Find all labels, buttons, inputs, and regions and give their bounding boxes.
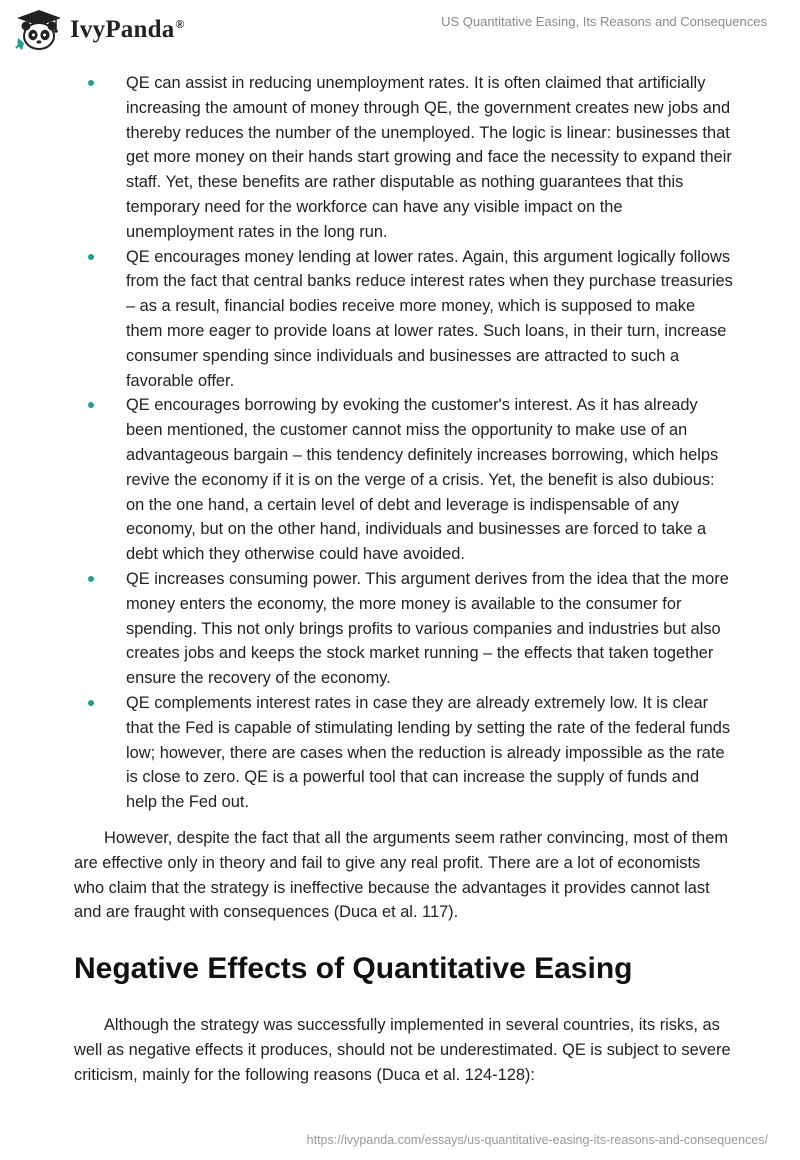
essay-content [74, 71, 734, 1087]
body-paragraph: Although the strategy was successfully implemented in several countries, its risks, as well as negative effects it produces, should not be underestimated. QE is subject to severe criticism, mainly for the following reasons (Duca et al. 124-128): [74, 1016, 731, 1084]
list-item [74, 245, 734, 394]
panda-logo-icon [14, 8, 64, 52]
bullet-icon [88, 80, 94, 86]
list-item [74, 71, 734, 245]
list-item-text: QE encourages money lending at lower rates. Again, this argument logically follows from the fact that central banks reduce interest rates when they purchase treasuries – as a result, financial bodies receive more money, which is supposed to make them more eager to provide loans at lower rates. Such loans, in their turn, increase consumer spending since individuals and businesses are attracted to such a favorable offer. [126, 247, 733, 390]
argument-list [74, 71, 734, 815]
bullet-icon [88, 254, 94, 260]
section-heading: Negative Effects of Quantitative Easing [74, 952, 633, 986]
document-title: US Quantitative Easing, Its Reasons and Consequences [441, 14, 767, 29]
page-header [0, 0, 800, 60]
source-url[interactable]: https://ivypanda.com/essays/us-quantitative-easing-its-reasons-and-consequences/ [306, 1133, 768, 1147]
list-item [74, 393, 734, 567]
list-item-text: QE complements interest rates in case they are already extremely low. It is clear that the Fed is capable of stimulating lending by setting the rate of the federal funds low; however, there are cases when the reduction is already impossible as the rate is close to zero. QE is a powerful tool that can increase the supply of funds and help the Fed out. [126, 693, 731, 812]
list-item-text: QE increases consuming power. This argument derives from the idea that the more money enters the economy, the more money is available to the consumer for spending. This not only brings profits to various companies and industries but also creates jobs and keeps the stock market running – the effects that taken together ensure the recovery of the economy. [126, 569, 729, 688]
brand-name: IvyPanda® [70, 16, 185, 43]
ivypanda-logo[interactable] [14, 8, 185, 52]
list-item [74, 691, 734, 815]
list-item [74, 567, 734, 691]
bullet-icon [88, 576, 94, 582]
bullet-icon [88, 700, 94, 706]
body-paragraph: However, despite the fact that all the arguments seem rather convincing, most of them are effective only in theory and fail to give any real profit. There are a lot of economists who claim that the strategy is ineffective because the advantages it provides cannot last and are fraught with consequences (Duca et al. 117). [74, 828, 729, 922]
list-item-text: QE can assist in reducing unemployment rates. It is often claimed that artificially increasing the amount of money through QE, the government creates new jobs and thereby reduces the number of the unemployed. The logic is linear: businesses that get more money on their hands start growing and face the necessity to expand their staff. Yet, these benefits are rather disputable as nothing guarantees that this temporary need for the workforce can have any visible impact on the unemployment rates in the long run. [126, 74, 732, 241]
list-item-text: QE encourages borrowing by evoking the customer's interest. As it has already been mentioned, the customer cannot miss the opportunity to make use of an advantageous bargain – this tendency definitely increases borrowing, which helps revive the economy if it is on the verge of a crisis. Yet, the benefit is also dubious: on the one hand, a certain level of debt and leverage is indispensable of any economy, but on the other hand, individuals and businesses are forced to take a debt which they otherwise could have avoided. [126, 396, 719, 564]
bullet-icon [88, 402, 94, 408]
